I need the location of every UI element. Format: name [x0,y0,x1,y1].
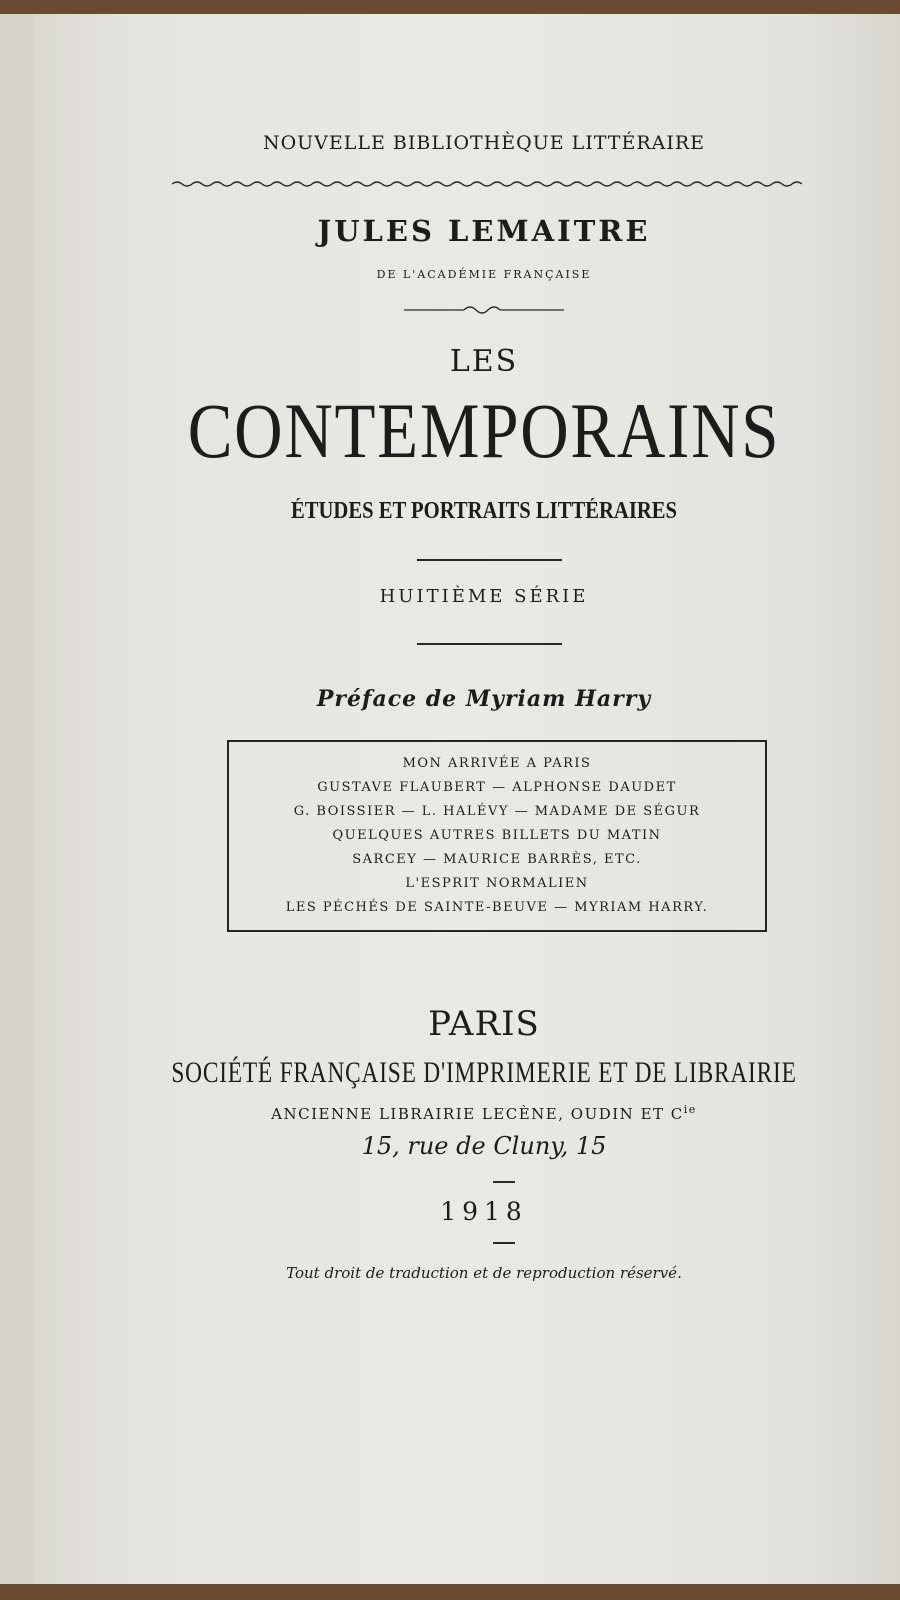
title-article: LES [449,344,519,379]
rights-notice: Tout droit de traduction et de reproduction réservé. [286,1264,682,1282]
publisher-formerly-sup: ie [683,1103,697,1116]
title-page [0,14,900,1584]
divider [417,643,562,645]
series-name: NOUVELLE BIBLIOTHÈQUE LITTÉRAIRE [262,132,706,154]
contents-item: SARCEY — MAURICE BARRÈS, ETC. [352,852,642,867]
book-title: CONTEMPORAINS [187,387,781,474]
publisher-name: SOCIÉTÉ FRANÇAISE D'IMPRIMERIE ET DE LIBRAIRIE [171,1056,797,1089]
publisher-address: 15, rue de Cluny, 15 [361,1132,607,1160]
edition-label: HUITIÈME SÉRIE [379,586,589,607]
publication-city: PARIS [428,1004,540,1044]
book-subtitle: ÉTUDES ET PORTRAITS LITTÉRAIRES [290,498,678,524]
publisher-formerly-text: ANCIENNE LIBRAIRIE LECÈNE, OUDIN ET C [271,1105,684,1123]
divider [493,1242,515,1244]
preface-credit: Préface de Myriam Harry [316,686,652,712]
contents-item: QUELQUES AUTRES BILLETS DU MATIN [332,828,662,843]
contents-item: L'ESPRIT NORMALIEN [405,876,589,891]
contents-item: LES PÉCHÉS DE SAINTE-BEUVE — MYRIAM HARRY. [285,900,709,915]
contents-item: G. BOISSIER — L. HALÉVY — MADAME DE SÉGUR [293,804,701,819]
divider [493,1181,515,1183]
divider [417,559,562,561]
ornament-rule [404,303,564,317]
author-affiliation: DE L'ACADÉMIE FRANÇAISE [376,268,592,281]
contents-item: MON ARRIVÉE A PARIS [402,756,592,771]
publisher-formerly [34,1103,900,1123]
contents-item: GUSTAVE FLAUBERT — ALPHONSE DAUDET [317,780,677,795]
author-name: JULES LEMAITRE [317,214,651,248]
contents-box [227,740,767,932]
publication-year: 1918 [440,1197,528,1226]
wavy-rule [172,179,802,189]
